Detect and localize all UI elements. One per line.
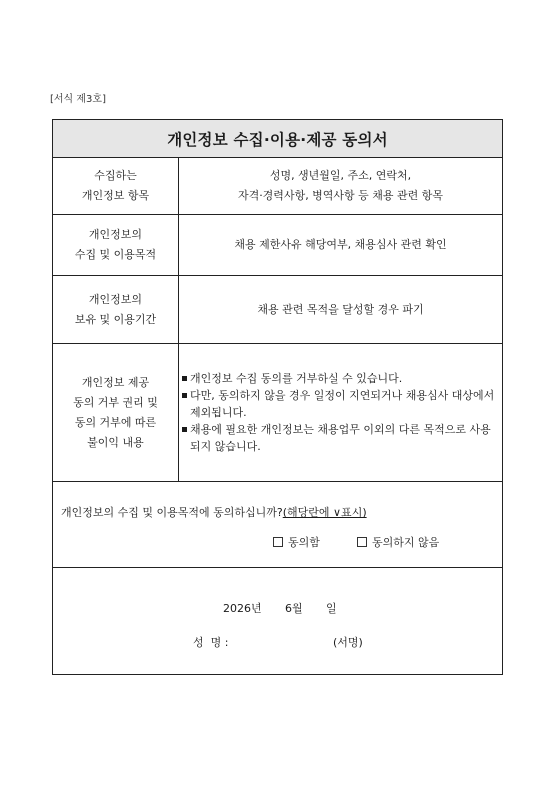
row-content-line: 성명, 생년월일, 주소, 연락처,: [269, 168, 412, 182]
date-month: 6월: [285, 602, 303, 615]
disagree-option[interactable]: [357, 534, 439, 550]
date-day: 일: [326, 602, 337, 615]
bullet-square-icon: [182, 427, 187, 432]
bullet-text: 다만, 동의하지 않을 경우 일정이 지연되거나 채용심사 대상에서 제외됩니다.: [190, 389, 495, 419]
row-header-line: 개인정보 항목: [81, 188, 150, 202]
row-purpose: [53, 215, 502, 276]
agree-option[interactable]: [273, 534, 320, 550]
row-content: [179, 276, 502, 343]
row-header: [53, 344, 179, 481]
consent-instruction: (해당란에 ∨표시): [282, 506, 367, 519]
row-collected-items: [53, 157, 502, 215]
agree-checkbox[interactable]: [273, 537, 283, 547]
row-refusal-rights: [53, 344, 502, 482]
signature-section: [53, 568, 502, 674]
bullet-text: 개인정보 수집 동의를 거부하실 수 있습니다.: [190, 372, 403, 385]
row-header: [53, 276, 179, 343]
bullet-square-icon: [182, 393, 187, 398]
row-header-line: 보유 및 이용기간: [74, 312, 157, 326]
consent-section: [53, 482, 502, 568]
row-header-line: 수집하는: [94, 168, 137, 182]
row-header-line: 동의 거부 권리 및: [73, 395, 158, 409]
row-retention: [53, 276, 502, 344]
name-label: 성 명 :: [193, 636, 229, 649]
row-content: [179, 215, 502, 275]
row-header-line: 개인정보 제공: [81, 375, 150, 389]
row-header: [53, 215, 179, 275]
bullet-item: [182, 370, 402, 387]
disagree-label: 동의하지 않음: [372, 536, 440, 549]
row-content-line: 채용 관련 목적을 달성할 경우 파기: [257, 302, 424, 316]
bullet-text: 채용에 필요한 개인정보는 채용업무 이외의 다른 목적으로 사용되지 않습니다.: [190, 423, 491, 453]
row-header-line: 개인정보의: [88, 292, 143, 306]
row-header-line: 수집 및 이용목적: [74, 248, 157, 261]
row-header-line: 불이익 내용: [87, 435, 144, 449]
row-content: [179, 344, 502, 481]
row-header-line: 개인정보의: [88, 228, 143, 241]
row-content-line: 채용 제한사유 해당여부, 채용심사 관련 확인: [234, 238, 447, 251]
consent-question: [61, 504, 367, 520]
bullet-item: [182, 387, 496, 421]
bullet-item: [182, 421, 496, 455]
row-header: [53, 157, 179, 214]
sign-label: (서명): [333, 636, 363, 649]
date-year: 2026년: [223, 602, 262, 615]
row-content: [179, 157, 502, 214]
consent-form: [52, 119, 503, 675]
agree-label: 동의함: [288, 536, 320, 549]
disagree-checkbox[interactable]: [357, 537, 367, 547]
row-content-line: 자격·경력사항, 병역사항 등 채용 관련 항목: [237, 188, 444, 202]
row-header-line: 동의 거부에 따른: [74, 415, 157, 429]
form-title: 개인정보 수집·이용·제공 동의서: [53, 120, 502, 158]
form-number: [서식 제3호]: [50, 94, 106, 105]
bullet-square-icon: [182, 376, 187, 381]
consent-question-text: 개인정보의 수집 및 이용목적에 동의하십니까?: [61, 506, 283, 519]
